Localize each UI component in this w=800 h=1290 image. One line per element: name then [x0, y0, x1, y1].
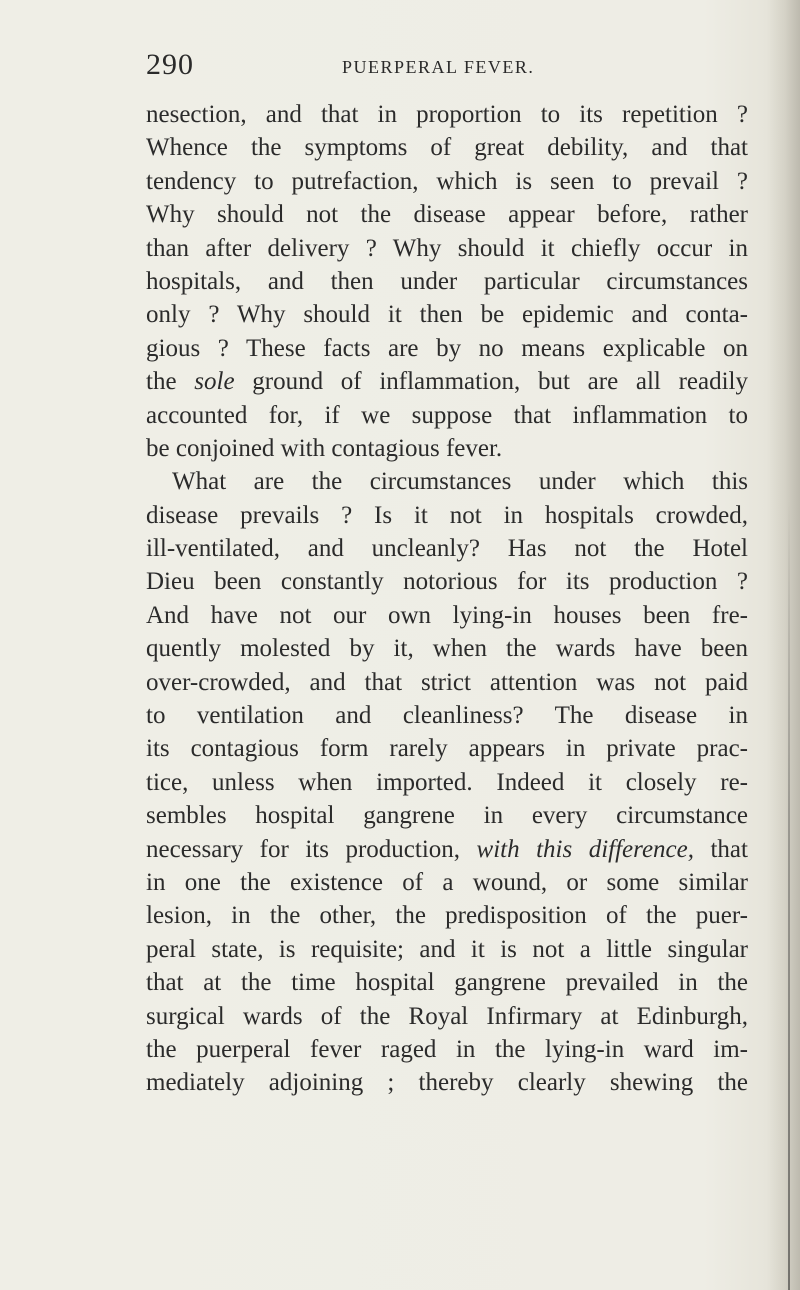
text-line: nesection, and that in proportion to its repetition ? [146, 101, 748, 128]
text-line: the puerperal fever raged in the lying-in ward im- [146, 1035, 748, 1063]
text-line: peral state, is requisite; and it is not a little singular [146, 935, 748, 963]
body-text [146, 98, 748, 1100]
text-line: quently molested by it, when the wards have been [146, 635, 748, 663]
text-line: And have not our own lying-in houses been fre- [146, 601, 748, 629]
text-line: over-crowded, and that strict attention was not paid [146, 668, 748, 696]
text-line: disease prevails ? Is it not in hospitals crowded, [146, 501, 748, 529]
text-line: to ventilation and cleanliness? The disease in [146, 702, 748, 730]
text-line: Dieu been constantly notorious for its production ? [146, 568, 748, 596]
text-line [146, 365, 748, 398]
text-line: be conjoined with contagious fever. [146, 434, 503, 462]
text-line: surgical wards of the Royal Infirmary at Edinburgh, [146, 1002, 748, 1030]
text-run: ground of inflammation, but are all readily [234, 368, 749, 396]
text-line: ill-ventilated, and uncleanly? Has not the Hotel [146, 535, 748, 563]
text-line: accounted for, if we suppose that inflammation to [146, 401, 748, 429]
text-run: necessary for its production, [146, 835, 477, 863]
text-line: Why should not the disease appear before, rather [146, 201, 748, 229]
text-line: gious ? These facts are by no means explicable on [146, 334, 748, 362]
text-run: the [146, 368, 195, 396]
text-line: only ? Why should it then be epidemic and conta- [146, 301, 748, 329]
text-line: in one the existence of a wound, or some similar [146, 868, 748, 896]
text-line: tendency to putrefaction, which is seen to prevail ? [146, 167, 748, 195]
page-number: 290 [146, 48, 194, 81]
text-line: lesion, in the other, the predisposition of the puer- [146, 902, 748, 930]
text-line: that at the time hospital gangrene prevailed in the [146, 969, 748, 997]
text-line: tice, unless when imported. Indeed it closely re- [146, 768, 748, 796]
text-line: than after delivery ? Why should it chiefly occur in [146, 234, 748, 262]
running-head: PUERPERAL FEVER. [342, 57, 535, 77]
page-gutter-shadow [766, 0, 800, 1290]
text-line: sembles hospital gangrene in every circumstance [146, 802, 748, 830]
italic-run: sole [194, 368, 235, 396]
text-run: that [693, 835, 748, 863]
text-line: its contagious form rarely appears in private prac- [146, 735, 748, 763]
text-line: hospitals, and then under particular circumstances [146, 267, 748, 295]
text-line [146, 833, 748, 866]
text-line: What are the circumstances under which this [172, 468, 748, 496]
page-header [146, 48, 742, 88]
text-line: mediately adjoining ; thereby clearly shewing the [146, 1069, 748, 1097]
italic-run: with this difference, [476, 835, 694, 863]
page-edge-line [788, 500, 790, 1290]
text-line: Whence the symptoms of great debility, and that [146, 134, 748, 162]
